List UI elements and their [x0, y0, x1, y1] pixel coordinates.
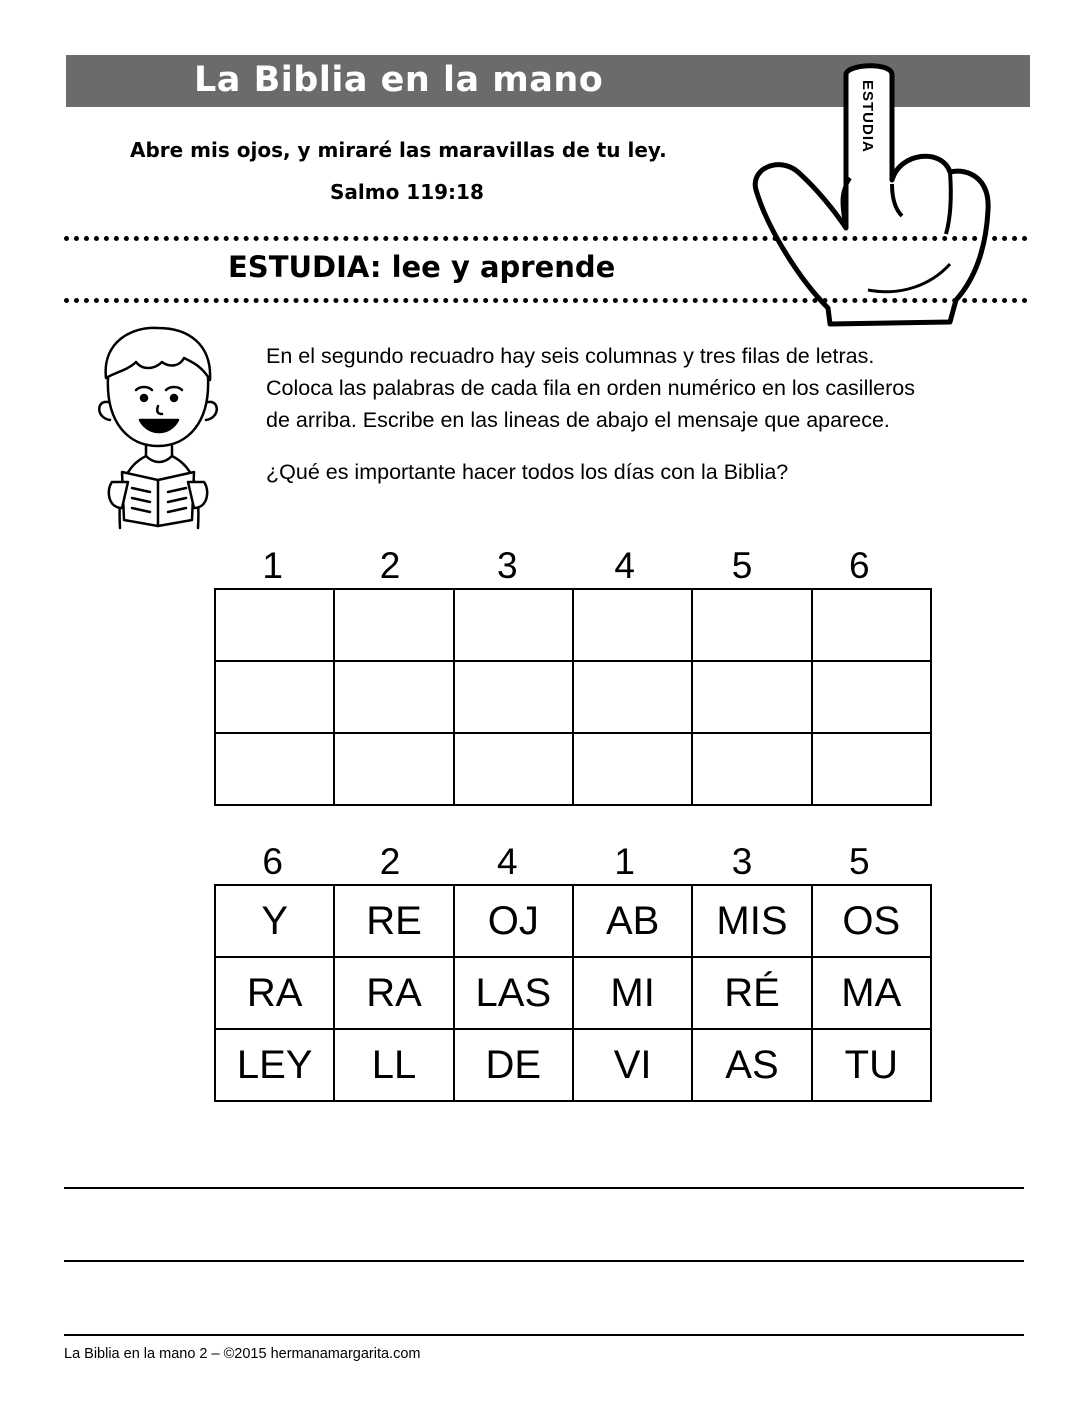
answer-cell[interactable] — [692, 589, 811, 661]
letter-cell: DE — [454, 1029, 573, 1101]
letter-cell: RA — [215, 957, 334, 1029]
answer-cell[interactable] — [334, 661, 453, 733]
puzzle-column-numbers — [214, 842, 918, 882]
column-number: 1 — [614, 841, 635, 882]
column-number: 5 — [849, 841, 870, 882]
table-row — [215, 733, 931, 805]
column-number: 3 — [731, 841, 753, 882]
table-row — [215, 957, 931, 1029]
instruction-line: En el segundo recuadro hay seis columnas y tres filas de letras. — [266, 344, 875, 368]
dotted-divider-bottom — [64, 298, 1028, 303]
answer-column-numbers — [214, 546, 918, 586]
answer-cell[interactable] — [573, 661, 692, 733]
letter-cell: TU — [812, 1029, 931, 1101]
dotted-divider-top — [64, 236, 1028, 241]
column-number: 2 — [379, 841, 401, 882]
finger-label: ESTUDIA — [859, 80, 876, 153]
answer-cell[interactable] — [573, 733, 692, 805]
instruction-line: de arriba. Escribe en las lineas de abajo el mensaje que aparece. — [266, 408, 890, 432]
column-number: 4 — [497, 841, 518, 882]
footer: La Biblia en la mano 2 – ©2015 hermanamargarita.com — [64, 1346, 421, 1362]
answer-grid — [214, 588, 932, 806]
question: ¿Qué es importante hacer todos los días con la Biblia? — [266, 460, 789, 484]
letter-cell: MA — [812, 957, 931, 1029]
column-number: 6 — [849, 545, 870, 586]
letter-cell: MIS — [692, 885, 811, 957]
letter-cell: LL — [334, 1029, 453, 1101]
column-number: 2 — [379, 545, 401, 586]
letter-cell: RÉ — [692, 957, 811, 1029]
letter-cell: AS — [692, 1029, 811, 1101]
letter-cell: MI — [573, 957, 692, 1029]
letter-cell: LAS — [454, 957, 573, 1029]
section-title: ESTUDIA: lee y aprende — [228, 250, 616, 284]
column-number: 1 — [262, 545, 283, 586]
puzzle-grid — [214, 884, 932, 1102]
answer-cell[interactable] — [812, 661, 931, 733]
column-number: 5 — [731, 545, 753, 586]
column-number: 3 — [497, 545, 518, 586]
answer-cell[interactable] — [334, 589, 453, 661]
letter-cell: LEY — [215, 1029, 334, 1101]
table-row — [215, 1029, 931, 1101]
writing-line[interactable] — [64, 1334, 1024, 1336]
letter-cell: AB — [573, 885, 692, 957]
answer-cell[interactable] — [334, 733, 453, 805]
answer-cell[interactable] — [454, 589, 573, 661]
answer-cell[interactable] — [215, 589, 334, 661]
letter-cell: RE — [334, 885, 453, 957]
table-row — [215, 661, 931, 733]
answer-cell[interactable] — [812, 733, 931, 805]
table-row — [215, 589, 931, 661]
answer-cell[interactable] — [215, 733, 334, 805]
letter-cell: RA — [334, 957, 453, 1029]
answer-cell[interactable] — [812, 589, 931, 661]
instructions — [266, 340, 1026, 436]
letter-cell: VI — [573, 1029, 692, 1101]
verse-reference: Salmo 119:18 — [330, 180, 484, 204]
table-row — [215, 885, 931, 957]
answer-cell[interactable] — [454, 661, 573, 733]
letter-cell: OJ — [454, 885, 573, 957]
answer-cell[interactable] — [454, 733, 573, 805]
bible-verse: Abre mis ojos, y miraré las maravillas de tu ley. — [130, 138, 667, 162]
column-number: 4 — [614, 545, 635, 586]
answer-cell[interactable] — [573, 589, 692, 661]
answer-cell[interactable] — [215, 661, 334, 733]
letter-cell: OS — [812, 885, 931, 957]
page-title: La Biblia en la mano — [194, 60, 604, 100]
letter-cell: Y — [215, 885, 334, 957]
answer-cell[interactable] — [692, 733, 811, 805]
instruction-line: Coloca las palabras de cada fila en orden numérico en los casilleros — [266, 376, 915, 400]
writing-line[interactable] — [64, 1187, 1024, 1189]
answer-cell[interactable] — [692, 661, 811, 733]
column-number: 6 — [262, 841, 283, 882]
writing-line[interactable] — [64, 1260, 1024, 1262]
child-reading-illustration — [92, 322, 224, 530]
pointing-hand-illustration — [750, 60, 1010, 330]
